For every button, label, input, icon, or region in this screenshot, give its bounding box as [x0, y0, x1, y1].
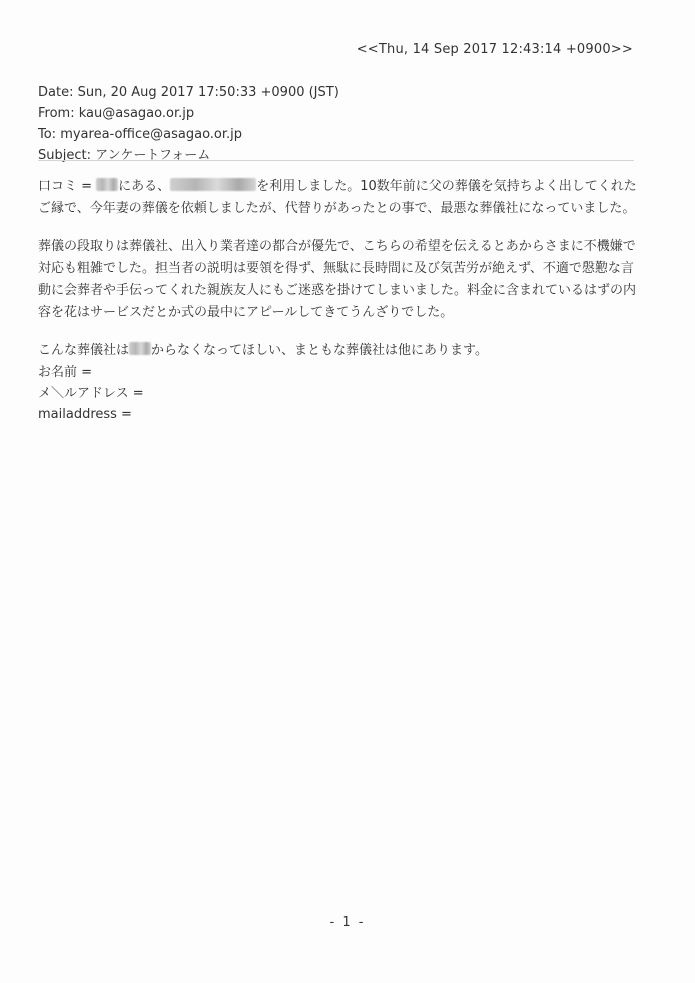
email-body: [38, 176, 638, 425]
form-mail-en-field: mailaddress =: [38, 407, 132, 422]
redacted-area-name: [96, 178, 118, 191]
header-from: From: kau@asagao.or.jp: [38, 106, 195, 121]
form-name-field: お名前 =: [38, 365, 93, 380]
p1-text-b: にある、: [118, 179, 171, 194]
paragraph-3: [38, 340, 638, 362]
p1-text-a: 口コミ =: [38, 179, 97, 194]
p1-text-c: を利用しました。10数年前に父の葬儀を気持ちよく出してくれたご縁で、今年妻の葬儀を依頼しましたが、代替りがあったとの事で、最悪な葬儀社になっていました。: [38, 179, 637, 216]
redacted-company-name: [170, 178, 256, 191]
paragraph-2: 葬儀の段取りは葬儀社、出入り業者達の都合が優先で、こちらの希望を伝えるとあからさまに不機嫌で対応も粗雑でした。担当者の説明は要領を得ず、無駄に長時間に及び気苦労が絶えず、不適で慇懃な言動に会葬者や手伝ってくれた親族友人にもご迷惑を掛けてしまいました。料金に含まれているはずの内容を花はサービスだとか式の最中にアピールしてきてうんざりでした。: [38, 239, 637, 320]
header-divider: [38, 160, 634, 161]
page-number: - 1 -: [329, 915, 366, 930]
redacted-area-name-2: [129, 342, 151, 355]
header-date: Date: Sun, 20 Aug 2017 17:50:33 +0900 (JST): [38, 85, 339, 100]
p3-text-a: こんな葬儀社は: [38, 343, 130, 358]
header-subject: Subject: アンケートフォーム: [38, 148, 211, 163]
p3-text-b: からなくなってほしい、まともな葬儀社は他にあります。: [151, 343, 488, 358]
header-to: To: myarea-office@asagao.or.jp: [38, 127, 243, 142]
form-mail-jp-field: メ＼ルアドレス =: [38, 386, 144, 401]
paragraph-1: [38, 176, 638, 220]
email-headers: [38, 82, 638, 166]
print-date: <<Thu, 14 Sep 2017 12:43:14 +0900>>: [356, 42, 633, 57]
